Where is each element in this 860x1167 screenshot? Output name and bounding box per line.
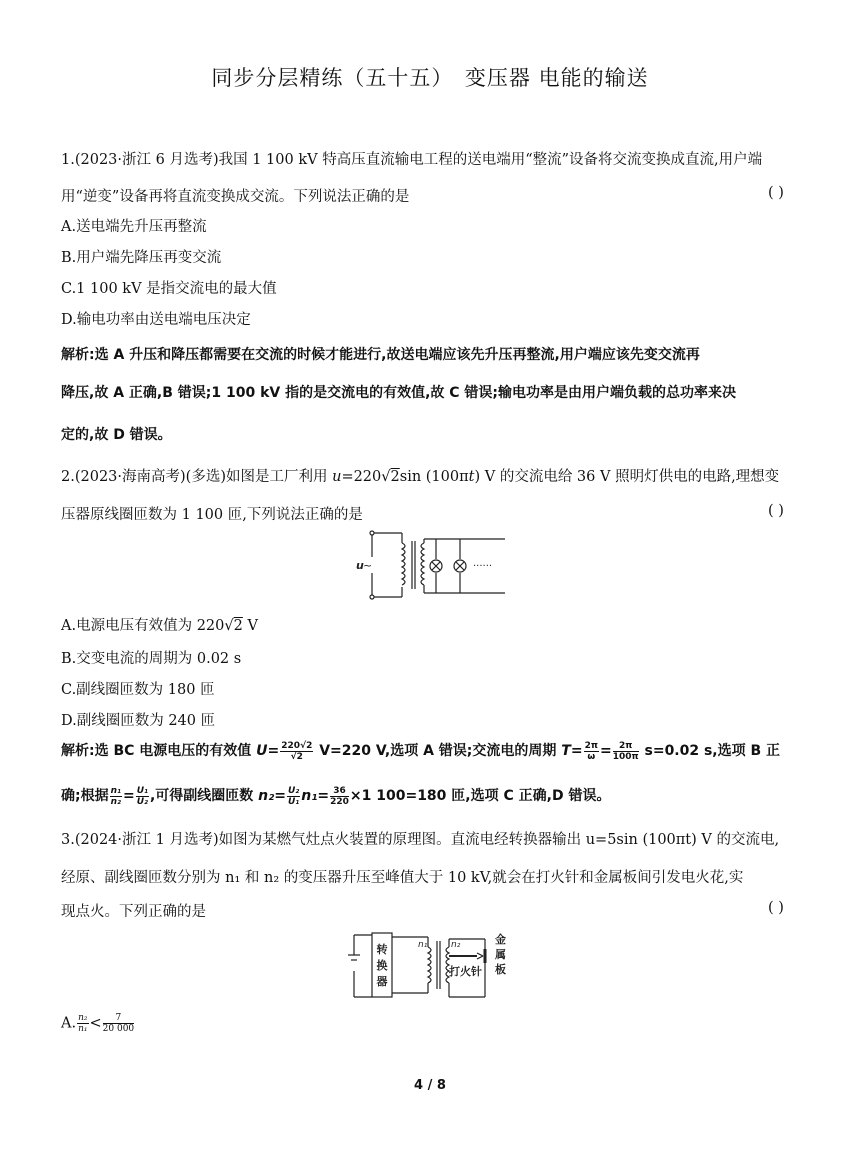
frac-num: 7 — [103, 1013, 135, 1024]
q2-opt-a-root: 2 — [233, 618, 243, 634]
q2-stem-pre: 2.(2023·海南高考)(多选)如图是工厂利用 — [61, 469, 333, 485]
q1-option-b: B.用户端先降压再变交流 — [61, 250, 222, 266]
fraction — [280, 741, 313, 762]
q1-option-a: A.送电端先升压再整流 — [61, 219, 207, 235]
q3-answer-paren: ( ) — [768, 900, 784, 916]
frac-den: n₁ — [78, 1024, 88, 1034]
fraction — [584, 741, 599, 762]
page-number: 4 / 8 — [414, 1078, 446, 1093]
frac-num: n₂ — [78, 1013, 88, 1023]
var-t: T — [561, 743, 571, 759]
q2-analysis-text: ×1 100=180 匝,选项 C 正确,D 错误。 — [349, 788, 611, 804]
q2-stem-eq: =220 — [341, 469, 382, 485]
q2-analysis-line1 — [61, 740, 780, 762]
q1-option-d: D.输电功率由送电端电压决定 — [61, 312, 251, 328]
equals: = — [570, 743, 583, 759]
q3-igniter-figure — [345, 927, 515, 1003]
converter-char: 器 — [376, 975, 388, 988]
frac-num: 2π — [613, 741, 639, 752]
less-than: < — [89, 1015, 102, 1032]
q3-stem-line1: 3.(2024·浙江 1 月选考)如图为某燃气灶点火装置的原理图。直流电经转换器输出 u=5sin (100πt) V 的交流电, — [61, 832, 780, 848]
q2-answer-paren: ( ) — [768, 503, 784, 519]
frac-num: U₁ — [136, 785, 148, 796]
fraction — [287, 786, 300, 807]
q2-stem-line2: 压器原线圈匝数为 1 100 匝,下列说法正确的是 — [61, 507, 363, 523]
q2-analysis-text: 解析:选 BC 电源电压的有效值 — [61, 743, 257, 759]
q2-analysis-text: s=0.02 s,选项 B 正 — [639, 743, 781, 759]
var-n2: n₂ — [258, 788, 275, 804]
frac-den: U₂ — [136, 796, 148, 807]
equals: = — [274, 788, 286, 804]
q2-stem-sin: sin (100π — [399, 469, 469, 485]
frac-den: 220 — [330, 796, 349, 807]
frac-num: n₁ — [110, 785, 121, 796]
equals: = — [122, 788, 135, 804]
plate-char: 板 — [495, 963, 506, 976]
plate-char: 金 — [495, 933, 506, 946]
frac-den: 20 000 — [102, 1024, 135, 1034]
q1-option-c: C.1 100 kV 是指交流电的最大值 — [61, 281, 277, 297]
q1-analysis-line1: 解析:选 A 升压和降压都需要在交流的时候才能进行,故送电端应该先升压再整流,用户端应该先变交流再 — [61, 347, 700, 363]
sqrt-sign: √ — [224, 618, 234, 634]
q2-figure-u-label: u — [356, 559, 364, 572]
q2-analysis-text: ,可得副线圈匝数 — [149, 788, 259, 804]
q2-opt-a-post: V — [242, 618, 258, 634]
q2-stem-post: ) V 的交流电给 36 V 照明灯供电的电路,理想变 — [474, 469, 780, 485]
q2-option-d: D.副线圈匝数为 240 匝 — [61, 713, 216, 729]
q3-figure-n1: n₁ — [418, 940, 428, 950]
q2-analysis-line2 — [61, 785, 610, 807]
q2-analysis-text: 确;根据 — [61, 788, 109, 804]
plate-char: 属 — [495, 948, 506, 961]
ac-source-icon: ~ — [363, 559, 373, 572]
var-n1: n₁ — [301, 788, 318, 804]
fraction — [110, 786, 122, 807]
q3-opt-a-pre: A. — [61, 1015, 77, 1032]
q2-stem-root: 2 — [390, 469, 400, 485]
q3-figure-needle: 打火针 — [449, 965, 482, 978]
converter-char: 转 — [376, 943, 388, 956]
page-title: 同步分层精练（五十五） 变压器 电能的输送 — [211, 66, 649, 90]
q1-analysis-line3: 定的,故 D 错误。 — [61, 427, 172, 443]
q2-circuit-figure — [350, 527, 510, 605]
equals: = — [599, 743, 612, 759]
frac-den: ω — [587, 751, 596, 762]
frac-num: U₂ — [288, 785, 300, 796]
q2-option-b: B.交变电流的周期为 0.02 s — [61, 651, 242, 667]
q1-analysis-line2: 降压,故 A 正确,B 错误;1 100 kV 指的是交流电的有效值,故 C 错误;输电功率是由用户端负载的总功率来决 — [61, 385, 737, 401]
q3-stem-line2: 经原、副线圈匝数分别为 n₁ 和 n₂ 的变压器升压至峰值大于 10 kV,就会在打火针和金属板间引发电火花,实 — [61, 870, 744, 886]
fraction — [330, 786, 349, 807]
fraction — [613, 741, 639, 762]
q2-stem-var: u — [332, 469, 342, 485]
var-u: U — [256, 743, 268, 759]
frac-num: 2π — [584, 740, 598, 751]
q1-stem-line2: 用“逆变”设备再将直流变换成交流。下列说法正确的是 — [61, 189, 410, 205]
frac-num: 36 — [330, 786, 349, 797]
frac-den: n₂ — [110, 796, 121, 807]
q1-stem-line1: 1.(2023·浙江 6 月选考)我国 1 100 kV 特高压直流输电工程的送电端用“整流”设备将交流变换成直流,用户端 — [61, 152, 763, 168]
q3-option-a — [61, 1013, 135, 1034]
q1-answer-paren: ( ) — [768, 185, 784, 201]
q2-stem-line1 — [61, 465, 779, 486]
q2-option-c: C.副线圈匝数为 180 匝 — [61, 682, 215, 698]
q2-opt-a-pre: A.电源电压有效值为 220 — [61, 618, 225, 634]
q2-analysis-text: V=220 V,选项 A 错误;交流电的周期 — [314, 743, 562, 759]
q3-stem-line3: 现点火。下列正确的是 — [61, 904, 206, 920]
fraction — [77, 1013, 88, 1034]
sqrt-sign: √ — [381, 469, 391, 485]
q2-figure-dots: ······ — [473, 561, 493, 572]
lamp-icon — [430, 560, 442, 572]
frac-den: U₁ — [288, 796, 300, 807]
q2-stem-t: t — [468, 469, 475, 485]
converter-char: 换 — [376, 959, 388, 972]
frac-den: √2 — [290, 751, 303, 762]
q2-option-a — [61, 614, 258, 635]
fraction — [136, 786, 149, 807]
fraction — [103, 1013, 135, 1034]
lamp-icon — [454, 560, 466, 572]
frac-den: 100π — [612, 751, 639, 762]
equals: = — [317, 788, 330, 804]
q3-figure-n2: n₂ — [451, 940, 461, 950]
frac-num: 220√2 — [281, 740, 313, 751]
equals: = — [267, 743, 280, 759]
